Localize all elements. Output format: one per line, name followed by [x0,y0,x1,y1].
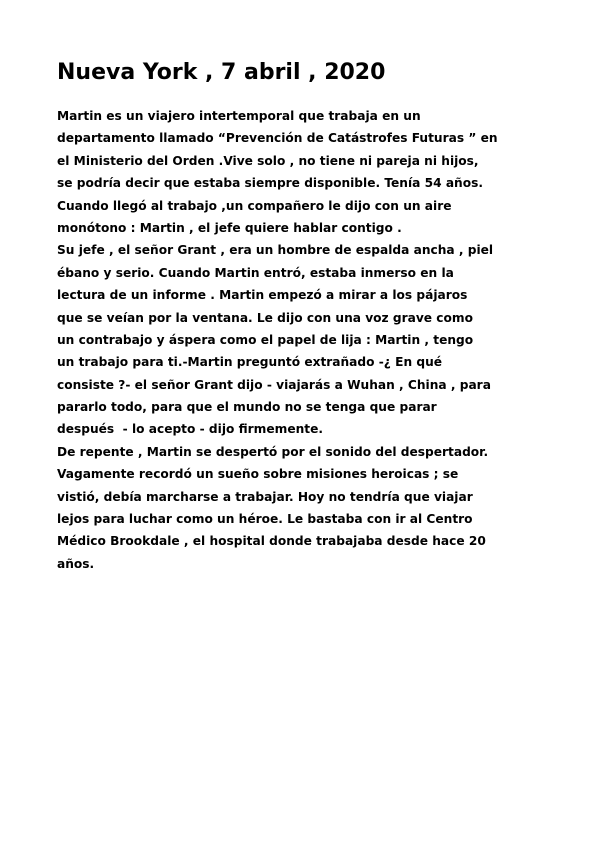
body-line: lectura de un informe . Martin empezó a mirar a los pájaros [57,288,468,303]
body-line: pararlo todo, para que el mundo no se tenga que parar [57,400,437,415]
document-body [57,105,557,575]
body-line: Vagamente recordó un sueño sobre misiones heroicas ; se [57,467,459,482]
body-line: un contrabajo y áspera como el papel de lija : Martin , tengo [57,332,474,347]
body-line: ébano y serio. Cuando Martin entró, estaba inmerso en la [57,265,454,280]
body-line: después - lo acepto - dijo firmemente. [57,422,323,437]
body-line: monótono : Martin , el jefe quiere hablar contigo . [57,220,402,235]
body-line: lejos para luchar como un héroe. Le bastaba con ir al Centro [57,512,473,527]
body-line: Médico Brookdale , el hospital donde trabajaba desde hace 20 [57,534,486,549]
body-line: años. [57,556,95,571]
body-line: consiste ?- el señor Grant dijo - viajarás a Wuhan , China , para [57,377,491,392]
body-line: el Ministerio del Orden .Vive solo , no tiene ni pareja ni hijos, [57,153,479,168]
body-line: Cuando llegó al trabajo ,un compañero le dijo con un aire [57,198,452,213]
body-line: que se veían por la ventana. Le dijo con una voz grave como [57,310,473,325]
document-title: Nueva York , 7 abril , 2020 [57,60,386,85]
body-line: vistió, debía marcharse a trabajar. Hoy no tendría que viajar [57,489,473,504]
body-line: departamento llamado “Prevención de Catástrofes Futuras ” en [57,131,498,146]
body-line: Martin es un viajero intertemporal que trabaja en un [57,109,421,123]
body-line: De repente , Martin se despertó por el sonido del despertador. [57,444,489,459]
body-line: Su jefe , el señor Grant , era un hombre de espalda ancha , piel [57,243,494,258]
body-line: se podría decir que estaba siempre disponible. Tenía 54 años. [57,176,483,191]
body-line: un trabajo para ti.-Martin preguntó extrañado -¿ En qué [57,355,443,370]
